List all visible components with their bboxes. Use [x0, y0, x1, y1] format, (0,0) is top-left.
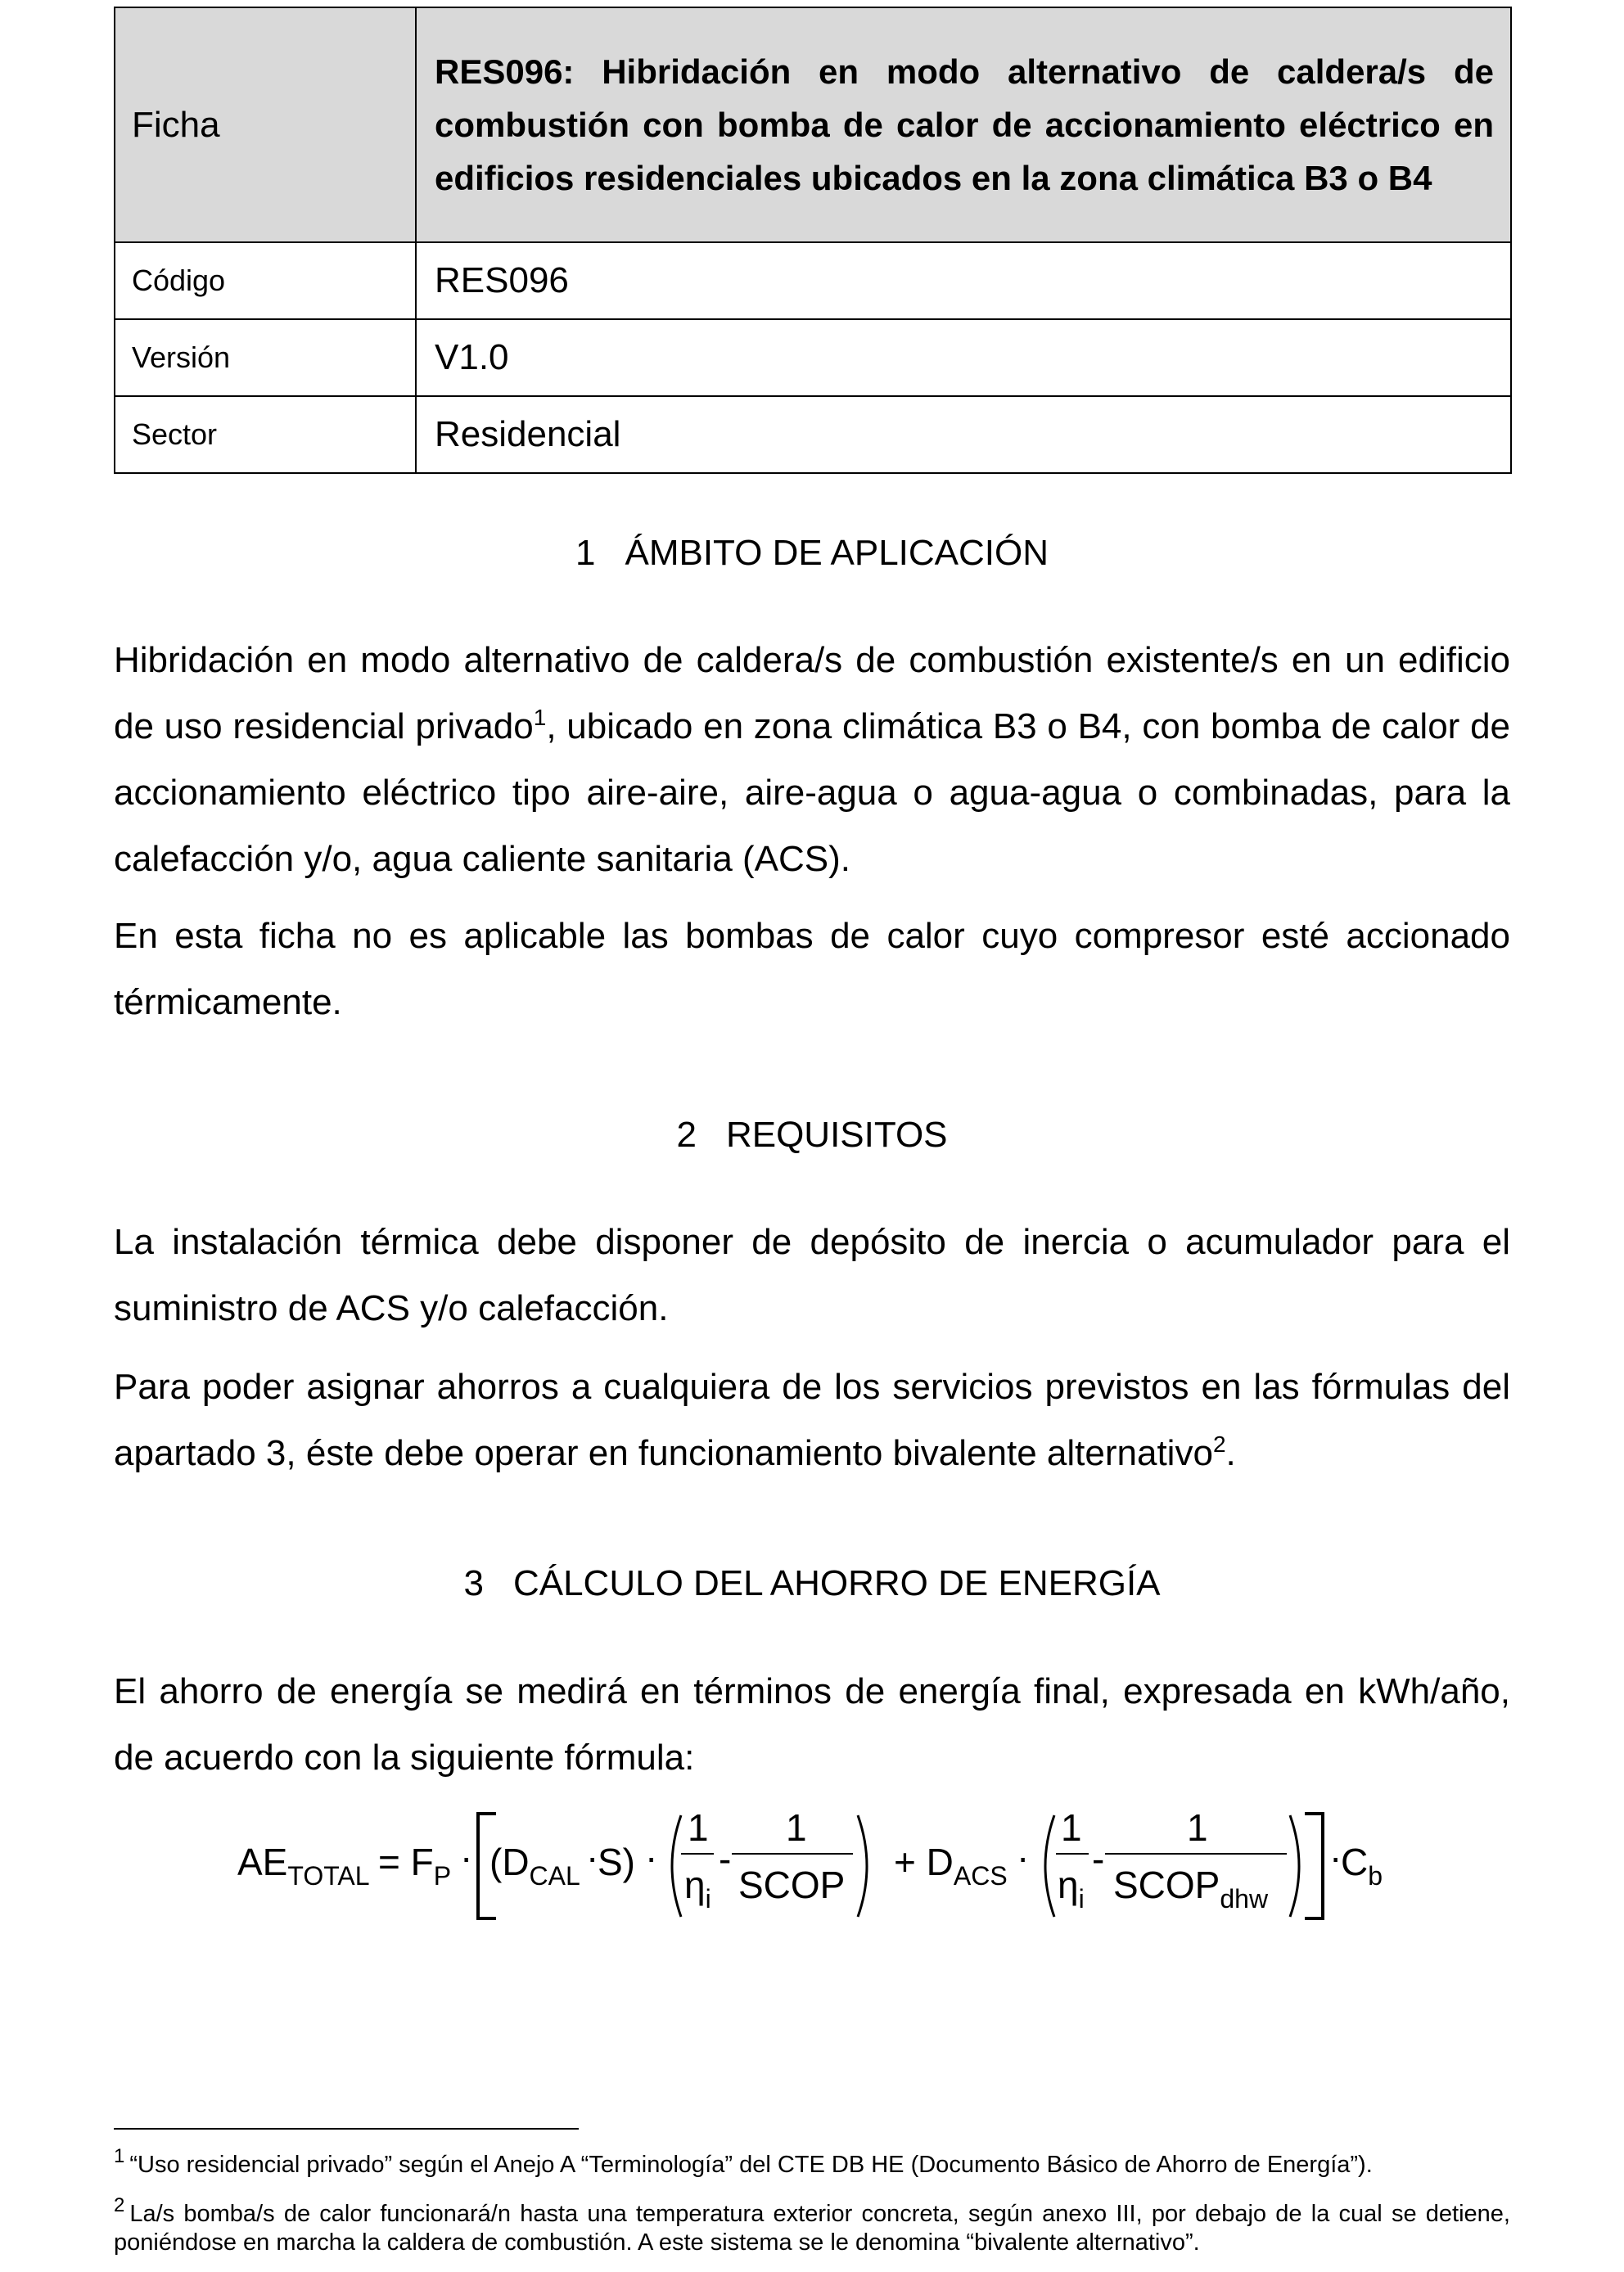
footnote-1: [114, 2145, 1510, 2180]
section-1-paragraph-2: En esta ficha no es aplicable las bombas de calor cuyo compresor esté accionado térmicamente.: [114, 916, 1510, 1022]
section-1-paragraph-1: [114, 627, 1510, 892]
formula-one: 1: [1187, 1806, 1208, 1849]
formula-cb: $C_b$: [1341, 1841, 1383, 1891]
footnote-separator: [114, 2128, 579, 2130]
fraction-line: [732, 1853, 853, 1855]
footnote-2: [114, 2194, 1510, 2257]
section-3-title: CÁLCULO DEL AHORRO DE ENERGÍA: [512, 1563, 1161, 1603]
energy-savings-formula: [0, 1801, 1624, 1932]
footnote-1-marker: 1: [114, 2145, 125, 2167]
ficha-title: RES096: Hibridación en modo alternativo de caldera/s de combustión con bomba de calor de accionamiento eléctrico en edificios residenciales ubicados en la zona climática B3 o B4: [416, 7, 1511, 242]
formula-ae: $AE_{TOTAL}$: [237, 1841, 370, 1891]
right-bracket-icon: [1300, 1810, 1329, 1922]
fraction-line: [681, 1853, 714, 1855]
fraction-line: [1105, 1853, 1287, 1855]
fraction-line: [1056, 1853, 1089, 1855]
formula-eta: $\eta_i$: [684, 1864, 711, 1914]
section-2-title: REQUISITOS: [725, 1115, 948, 1155]
version-label: Versión: [115, 319, 416, 396]
ficha-title-row: [115, 7, 1511, 242]
paragraph-text: Para poder asignar ahorros a cualquiera de los servicios previstos en las fórmulas del apartado 3, éste debe operar en funcionamiento bivalente alternativo: [114, 1367, 1510, 1473]
section-2-heading: [0, 1111, 1624, 1160]
formula-minus: -: [1092, 1837, 1105, 1880]
footnote-2-text: La/s bomba/s de calor funcionará/n hasta una temperatura exterior concreta, según anexo III, por debajo de la cual se detiene, poniéndose en marcha la caldera de combustión. A este sistema se le denomina “bivalente alternativo”.: [114, 2201, 1510, 2256]
formula-dot: ·: [460, 1836, 473, 1878]
codigo-value: RES096: [416, 242, 1511, 319]
paragraph-text: .: [1225, 1433, 1236, 1473]
formula-s: S): [598, 1841, 635, 1883]
formula-one: 1: [1061, 1806, 1082, 1849]
section-2-number: 2: [676, 1115, 697, 1155]
formula-dacs: + $D_{ACS}$: [894, 1841, 1008, 1891]
right-paren-icon: [855, 1812, 879, 1920]
version-value: V1.0: [416, 319, 1511, 396]
formula-scop: SCOP: [738, 1864, 846, 1906]
formula-dot: ·: [1329, 1836, 1342, 1878]
formula-one: 1: [786, 1806, 807, 1849]
formula-one: 1: [688, 1806, 709, 1849]
paragraph-text: Hibridación en modo alternativo de caldera/s de combustión existente/s en un edificio de uso residencial privado: [114, 640, 1510, 746]
sector-row: [115, 396, 1511, 473]
footnote-ref-2[interactable]: 2: [1212, 1431, 1226, 1457]
formula-fp: = $F_P$: [378, 1841, 452, 1891]
paragraph-text: , ubicado en zona climática B3 o B4, con bomba de calor de accionamiento eléctrico tipo aire-aire, aire-agua o agua-agua o combinadas, para la calefacción y/o, agua caliente sanitaria (ACS).: [114, 706, 1511, 879]
formula-scopdhw: $SCOP_{dhw}$: [1113, 1864, 1269, 1914]
formula-eta: $\eta_i$: [1058, 1864, 1085, 1914]
section-3-heading: [0, 1559, 1624, 1608]
sector-label: Sector: [115, 396, 416, 473]
section-1-number: 1: [575, 533, 596, 573]
formula-dot: ·: [1017, 1836, 1030, 1878]
ficha-label: Ficha: [115, 7, 416, 242]
formula-dcal: ($D_{CAL}$: [489, 1841, 580, 1891]
left-paren-icon: [660, 1812, 684, 1920]
formula-minus: -: [719, 1837, 732, 1880]
version-row: [115, 319, 1511, 396]
codigo-label: Código: [115, 242, 416, 319]
section-1-title: ÁMBITO DE APLICACIÓN: [625, 533, 1049, 573]
sector-value: Residencial: [416, 396, 1511, 473]
footnote-1-text: “Uso residencial privado” según el Anejo A “Terminología” del CTE DB HE (Documento Básico de Ahorro de Energía”).: [129, 2152, 1373, 2178]
section-3-paragraph-1: El ahorro de energía se medirá en términos de energía final, expresada en kWh/año, de acuerdo con la siguiente fórmula:: [114, 1671, 1510, 1778]
ficha-table: [114, 7, 1512, 474]
section-2-paragraph-2: [114, 1354, 1510, 1486]
footnote-ref-1[interactable]: 1: [533, 705, 547, 730]
section-1-heading: [0, 529, 1624, 578]
formula-dot: ·: [645, 1836, 658, 1878]
section-2-paragraph-1: La instalación térmica debe disponer de depósito de inercia o acumulador para el suministro de ACS y/o calefacción.: [114, 1222, 1510, 1328]
section-3-number: 3: [463, 1563, 484, 1603]
left-paren-icon: [1033, 1812, 1058, 1920]
codigo-row: [115, 242, 1511, 319]
footnote-2-marker: 2: [114, 2194, 125, 2216]
formula-dot: ·: [586, 1836, 599, 1878]
